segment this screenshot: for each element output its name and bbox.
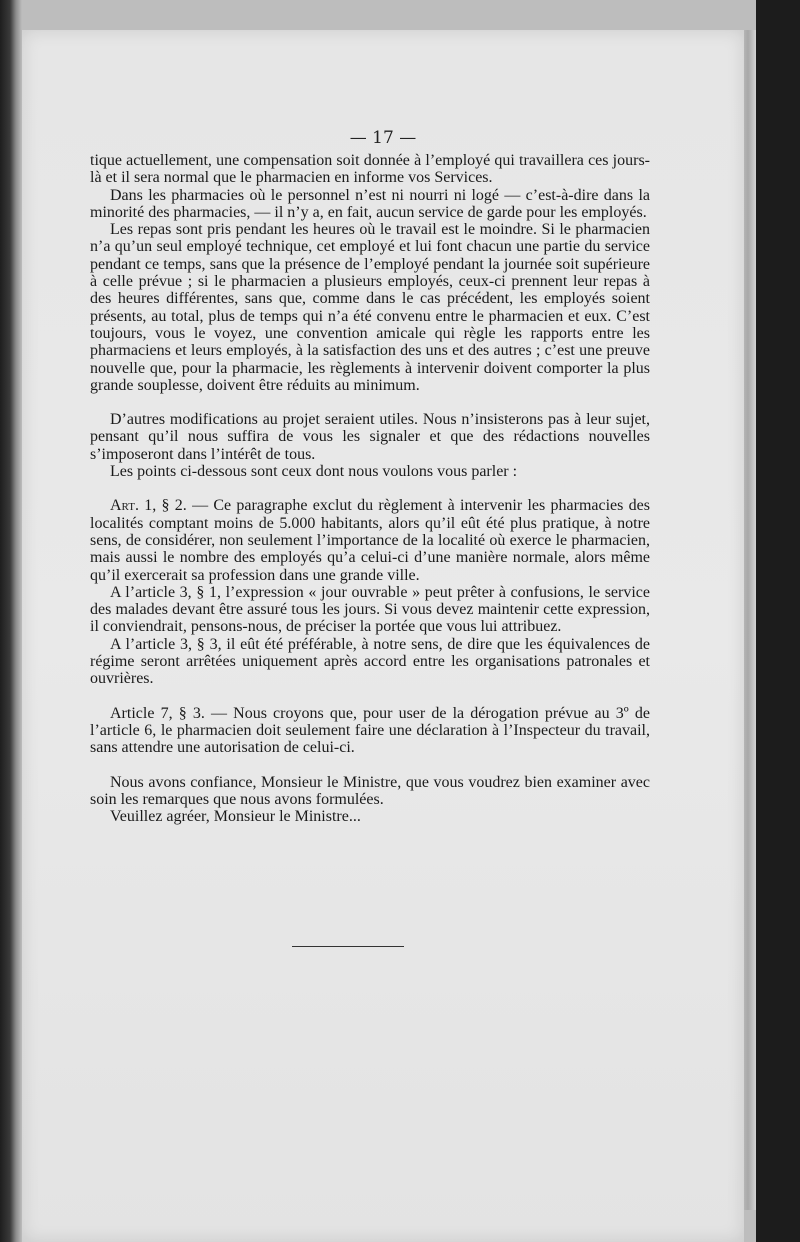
paragraph-article-1 [90,497,650,583]
paragraph-article-1-text: 1, § 2. — Ce paragraphe exclut du règlement à intervenir les pharmacies des localités comptant moins de 5.000 habitants, alors qu’il eût été plus pratique, à notre sens, de considérer, non seulement l’importance de la localité où exerce le pharmacien, mais aussi le nombre des employés qu’a celui-ci d’une manière normale, alors même qu’il exercerait sa profession dans une grande ville. [90,497,650,584]
paragraph-meals-housing: Dans les pharmacies où le personnel n’est ni nourri ni logé — c’est-à-dire dans la minorité des pharmacies, — il n’y a, en fait, aucun service de garde pour les employés. [90,186,650,221]
paragraph-article-3-1: A l’article 3, § 1, l’expression « jour ouvrable » peut prêter à confusions, le service des malades devant être assuré tous les jours. Si vous devez maintenir cette expression, il conviendrait, pensons-nous, de préciser la portée que vous lui attribuez. [90,583,650,636]
paragraph-article-7: Article 7, § 3. — Nous croyons que, pour user de la dérogation prévue au 3º de l’article 6, le pharmacien doit seulement faire une déclaration à l’Inspecteur du travail, sans attendre une autorisation de celui-ci. [90,704,650,757]
body-text [90,152,650,825]
end-rule [292,946,404,947]
paragraph-points-intro: Les points ci-dessous sont ceux dont nous voulons vous parler : [110,463,518,481]
scan-right-margin [756,0,800,1242]
document-page [22,30,744,1242]
page-number: — 17 — [349,128,417,148]
paragraph-confidence: Nous avons confiance, Monsieur le Ministre, que vous voudrez bien examiner avec soin les remarques que nous avons formulées. [90,773,650,808]
paragraph-meals: Les repas sont pris pendant les heures où le travail est le moindre. Si le pharmacien n’a qu’un seul employé technique, cet employé et lui font chacun une partie du service pendant ce temps, sans que la présence de l’employé pendant la journée soit supérieure à celle prévue ; si le pharmacien a plusieurs employés, ceux-ci prennent leur repas à des heures différentes, sans que, comme dans le cas précédent, les employés soient présents, au total, plus de temps qui n’a été convenu entre le pharmacien et eux. C’est toujours, vous le voyez, une convention amicale qui règle les rapports entre les pharmaciens et leurs employés, à la satisfaction des uns et des autres ; c’est une preuve nouvelle que, pour la pharmacie, les règlements à intervenir doivent comporter la plus grande souplesse, doivent être réduits au minimum. [90,221,650,394]
paragraph-modifications: D’autres modifications au projet seraient utiles. Nous n’insisterons pas à leur sujet, pensant qu’il nous suffira de vous les signaler et que des rédactions nouvelles s’imposeront dans l’intérêt de tous. [90,411,650,463]
article-label: Art. [110,497,139,515]
paragraph-closing: Veuillez agréer, Monsieur le Ministre... [110,808,361,826]
paragraph-article-3-3: A l’article 3, § 3, il eût été préférable, à notre sens, de dire que les équivalences de régime seront arrêtées uniquement après accord entre les organisations patronales et ouvrières. [90,635,650,688]
paragraph-continuation: tique actuellement, une compensation soit donnée à l’employé qui travaillera ces jours-là et il sera normal que le pharmacien en informe vos Services. [90,152,650,187]
